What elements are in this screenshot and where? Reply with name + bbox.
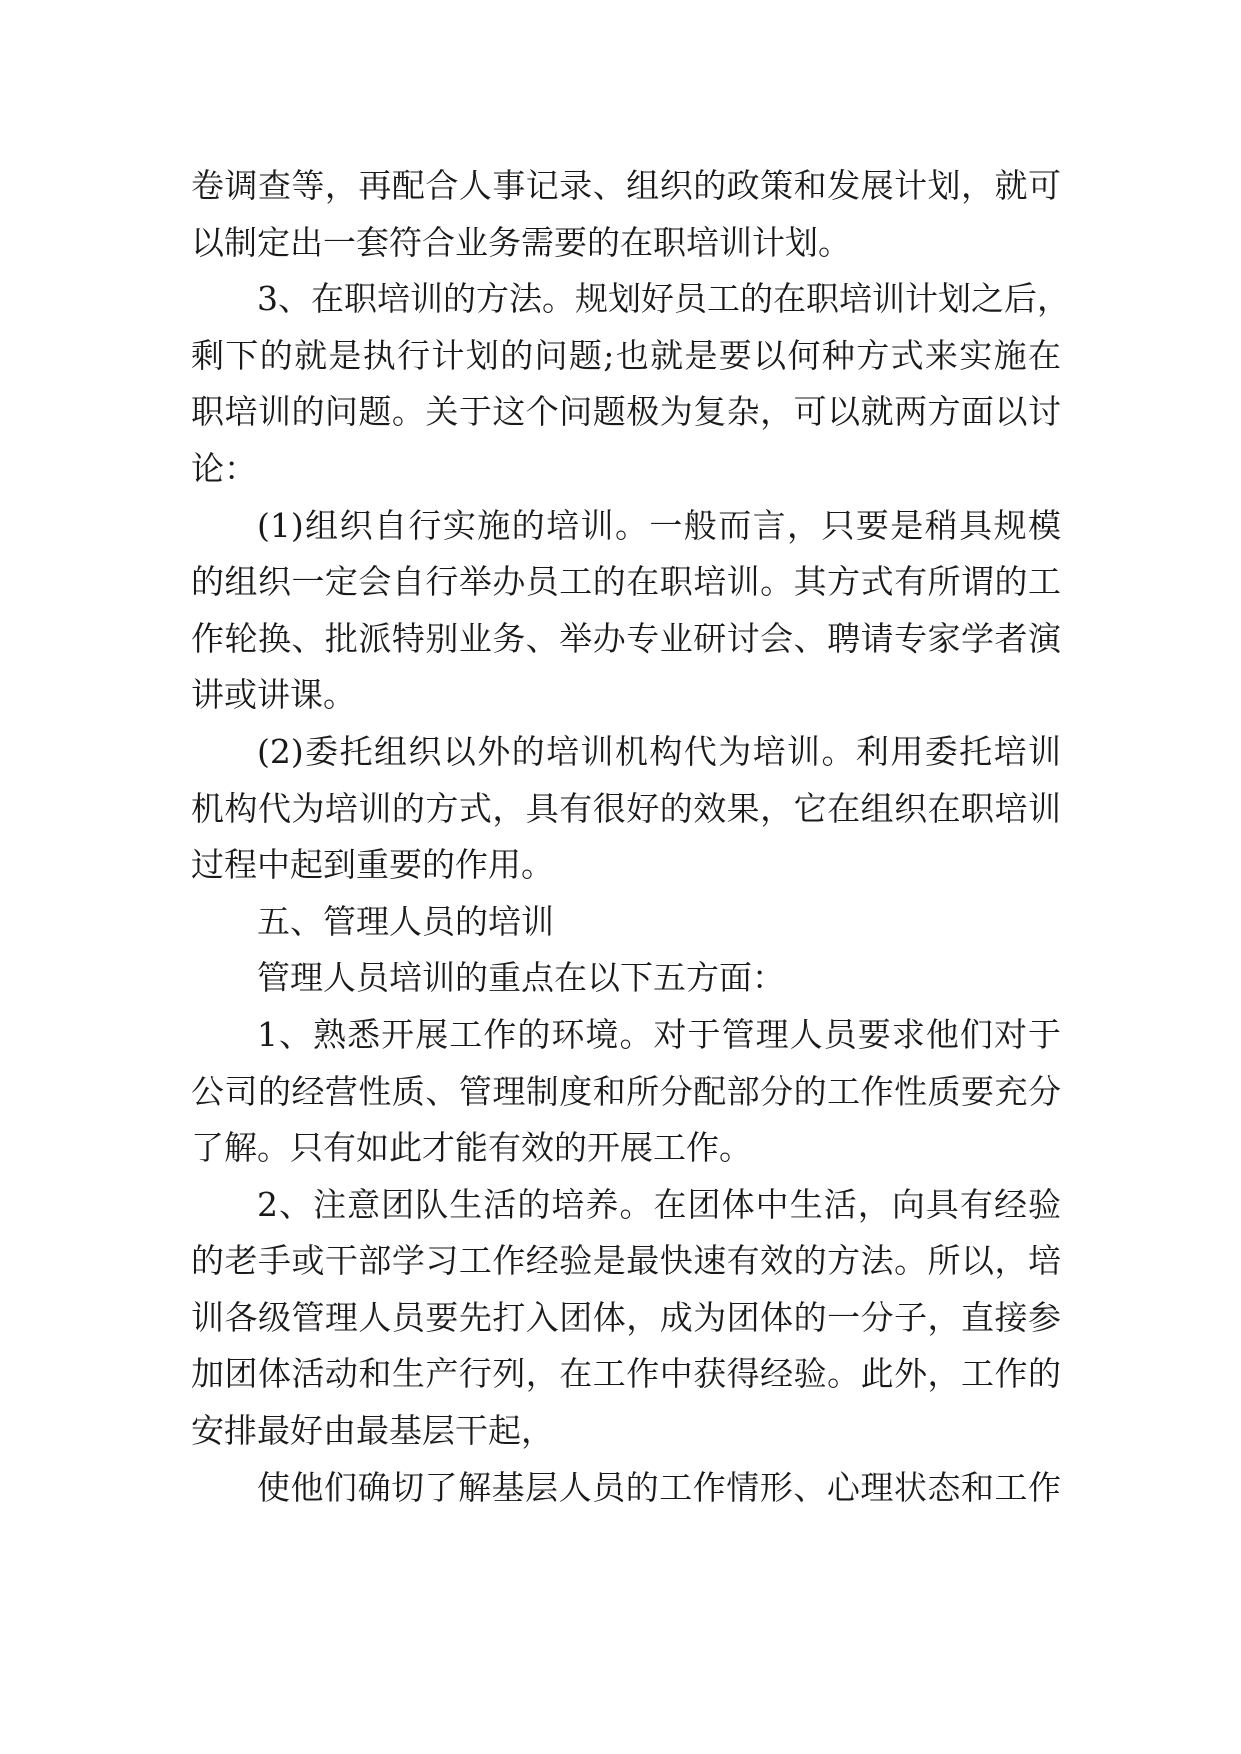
text-line: 使他们确切了解基层人员的工作情形、心理状态和工作 (257, 1467, 1061, 1507)
text-line: 的老手或干部学习工作经验是最快速有效的方法。所以，培 (191, 1241, 1061, 1281)
text-line: 讲或讲课。 (191, 675, 356, 715)
text-line: 剩下的就是执行计划的问题;也就是要以何种方式来实施在 (191, 335, 1061, 375)
text-line: 管理人员培训的重点在以下五方面： (257, 958, 785, 998)
text-line: 作轮换、批派特别业务、举办专业研讨会、聘请专家学者演 (191, 618, 1061, 658)
text-line: (1)组织自行实施的培训。一般而言，只要是稍具规模 (257, 505, 1061, 545)
text-line: 训各级管理人员要先打入团体，成为团体的一分子，直接参 (191, 1297, 1061, 1337)
section-heading-five (191, 894, 1061, 951)
paragraph-point-2 (191, 1177, 1061, 1460)
text-line: 机构代为培训的方式，具有很好的效果，它在组织在职培训 (191, 788, 1061, 828)
paragraph-self-training (191, 498, 1061, 724)
text-line: (2)委托组织以外的培训机构代为培训。利用委托培训 (257, 731, 1061, 771)
paragraph-focus-intro (191, 950, 1061, 1007)
text-line: 3、在职培训的方法。规划好员工的在职培训计划之后， (257, 279, 1070, 319)
text-line: 职培训的问题。关于这个问题极为复杂，可以就两方面以讨 (191, 392, 1061, 432)
paragraph-point-1 (191, 1007, 1061, 1177)
text-line: 过程中起到重要的作用。 (191, 845, 554, 885)
paragraph-training-method (191, 271, 1070, 497)
text-line: 加团体活动和生产行列，在工作中获得经验。此外，工作的 (191, 1354, 1061, 1394)
text-line: 安排最好由最基层干起， (191, 1411, 554, 1451)
text-line: 2、注意团队生活的培养。在团体中生活，向具有经验 (257, 1184, 1061, 1224)
text-line: 公司的经营性质、管理制度和所分配部分的工作性质要充分 (191, 1071, 1061, 1111)
text-line: 论： (191, 448, 257, 488)
document-body (191, 158, 1070, 1516)
section-heading: 五、管理人员的培训 (257, 901, 554, 941)
paragraph-outsourced-training (191, 724, 1061, 894)
paragraph-continuation (191, 158, 1061, 271)
paragraph-point-2-continued (191, 1460, 1061, 1517)
text-line: 以制定出一套符合业务需要的在职培训计划。 (191, 222, 851, 262)
text-line: 了解。只有如此才能有效的开展工作。 (191, 1128, 752, 1168)
text-line: 的组织一定会自行举办员工的在职培训。其方式有所谓的工 (191, 562, 1061, 602)
text-line: 卷调查等，再配合人事记录、组织的政策和发展计划，就可 (191, 166, 1061, 205)
text-line: 1、熟悉开展工作的环境。对于管理人员要求他们对于 (257, 1014, 1061, 1054)
